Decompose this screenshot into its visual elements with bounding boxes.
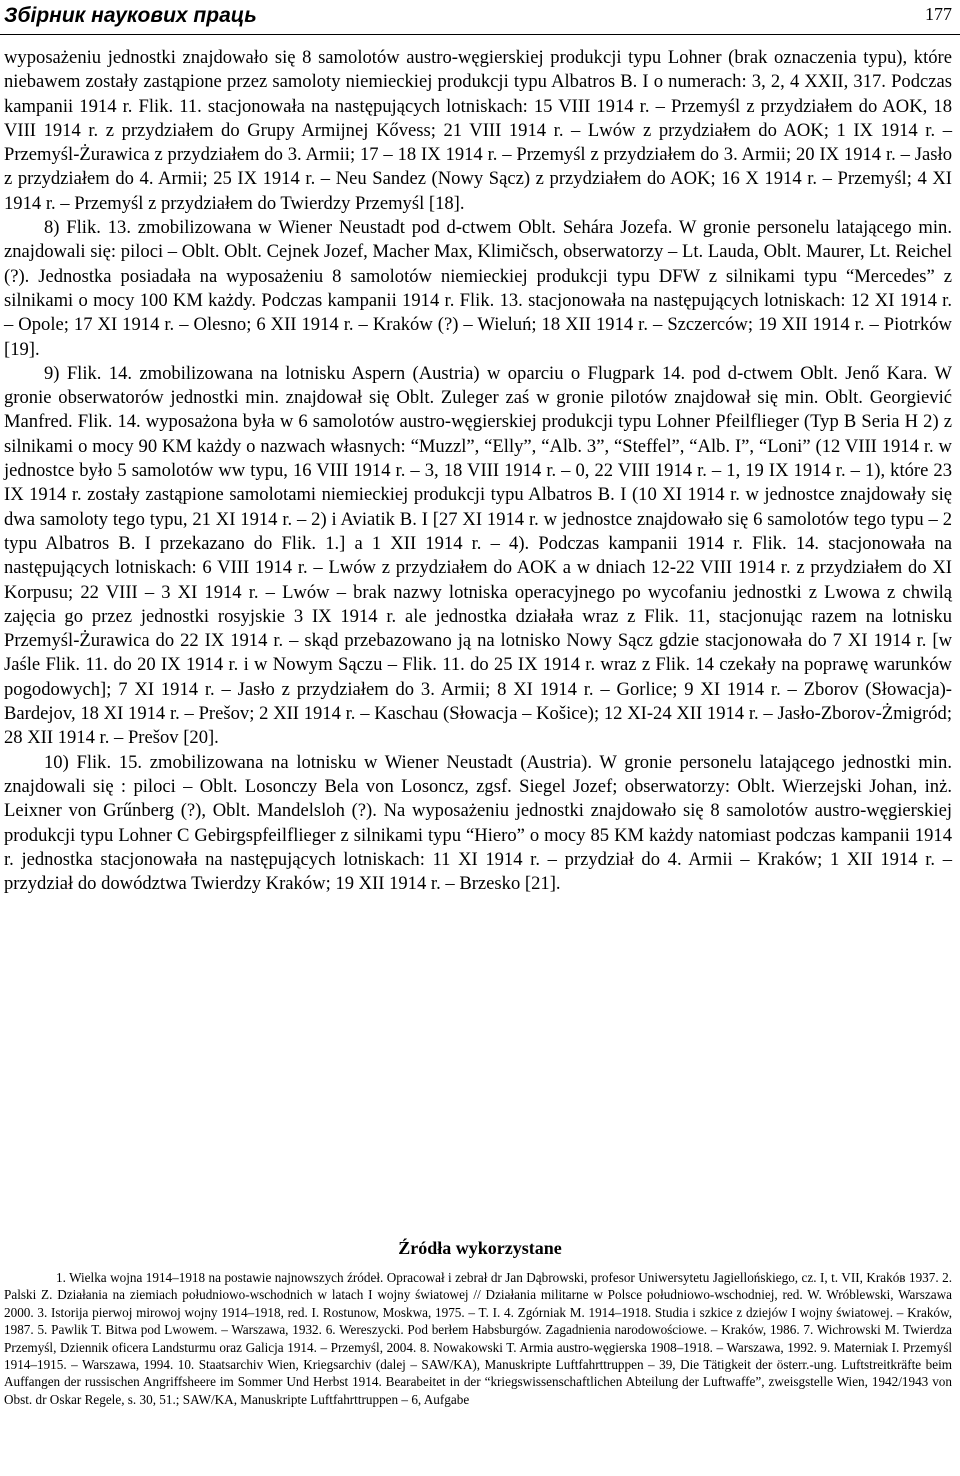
paragraph-continuation: wyposażeniu jednostki znajdowało się 8 samolotów austro-węgierskiej produkcji typu Lohner (brak oznaczenia typu), które niebawem zostały zastąpione przez samoloty niemieckiej produkcji typu Albatros B. I o numerach: 3, 2, 4 XXII, 317. Podczas kampanii 1914 r. Flik. 11. stacjonowała na następujących lotniskach: 15 VIII 1914 r. – Przemyśl z przydziałem do AOK, 18 VIII 1914 r. z przydziałem do Grupy Armijnej Kővess; 21 VIII 1914 r. – Lwów z przydziałem do AOK; 1 IX 1914 r. – Przemyśl-Żurawica z przydziałem do 3. Armii; 17 – 18 IX 1914 r. – Przemyśl z przydziałem do 3. Armii; 20 IX 1914 r. – Jasło z przydziałem do 4. Armii; 25 IX 1914 r. – Neu Sandez (Nowy Sącz) z przydziałem do AOK; 16 X 1914 r. – Przemyśl; 4 XI 1914 r. – Przemyśl z przydziałem do Twierdzy Przemyśl [18]. xyxy=(4,47,952,214)
journal-title: Збірник наукових праць xyxy=(4,4,257,27)
sources-heading: Źródła wykorzystane xyxy=(398,1238,562,1258)
body-text xyxy=(4,46,952,896)
sources-list xyxy=(4,1269,952,1408)
paragraph-flik-14: 9) Flik. 14. zmobilizowana na lotnisku Aspern (Austria) w oparciu o Flugpark 14. pod d-ctwem Oblt. Jenő Kara. W gronie obserwatorów jednostki min. znajdował się Oblt. Zuleger zaś w gronie pilotów znajdował się min. Oblt. Georgiević Manfred. Flik. 14. wyposażona była w 6 samolotów austro-węgierskiej produkcji typu Lohner Pfeilflieger (Typ B Seria H 2) z silnikami o mocy 90 KM każdy o nazwach własnych: “Muzzl”, “Elly”, “Alb. 3”, “Steffel”, “Alb. I”, “Loni” (12 VIII 1914 r. w jednostce było 5 samolotów ww typu, 16 VIII 1914 r. – 3, 18 VIII 1914 r. – 0, 22 VIII 1914 r. – 1, 19 IX 1914 r. – 1), które 23 IX 1914 r. zostały zastąpione samolotami niemieckiej produkcji typu Albatros B. I (10 XI 1914 r. w jednostce znajdowały się dwa samoloty tego typu, 21 XI 1914 r. – 2) i Aviatik B. I [27 XI 1914 r. w jednostce znajdowało się 6 samolotów tego typu – 2 typu Albatros B. I przekazano do Flik. 1.] a 1 XII 1914 r. – 4). Podczas kampanii 1914 r. Flik. 14. stacjonowała na następujących lotniskach: 6 VIII 1914 r. – Lwów z przydziałem do AOK a w dniach 12-22 VIII 1914 r. z przydziałem do XI Korpusu; 22 VIII – 3 XI 1914 r. – Lwów – brak nazwy lotniska operacyjnego po wycofaniu jednostki z Lwowa z chwilą zajęcia go przez jednostki rosyjskie 3 IX 1914 r. ale jednostka działała wraz z Flik. 11, stacjonując razem na lotnisku Przemyśl-Żurawica do 22 IX 1914 r. – skąd przebazowano ją na lotnisko Nowy Sącz gdzie stacjonowała do 7 XI 1914 r. [w Jaśle Flik. 11. do 20 IX 1914 r. i w Nowym Sączu – Flik. 11. do 25 IX 1914 r. wraz z Flik. 14 czekały na poprawę warunków pogodowych]; 7 XI 1914 r. – Jasło z przydziałem do 3. Armii; 8 XI 1914 r. – Gorlice; 9 XI 1914 r. – Zborov (Słowacja)-Bardejov, 18 XI 1914 r. – Prešov; 2 XII 1914 r. – Kaschau (Słowacja – Košice); 12 XI-24 XII 1914 r. – Jasło-Zborov-Żmigród; 28 XII 1914 r. – Prešov [20]. xyxy=(4,362,952,749)
sources-text: 1. Wielka wojna 1914–1918 na postawie najnowszych źródeł. Opracował i zebrał dr Jan Dąbrowski, profesor Uniwersytetu Jagiellońskiego, cz. I, t. VII, Krakóв 1937. 2. Palski Z. Działania na ziemiach południowo-wschodnich w latach I wojny światowej // Działania militarne w Polsce południowo-wschodniej, red. W. Wróblewski, Warszawa 2000. 3. Istorija pierwoj mirowoj wojny 1914–1918, red. I. Rostunow, Moskwa, 1975. – T. I. 4. Zgórniak M. 1914–1918. Studia i szkice z dziejów I wojny światowej. – Kraków, 1987. 5. Pawlik T. Bitwa pod Lwowem. – Warszawa, 1932. 6. Wereszycki. Pod berłem Habsburgów. Zagadnienia narodowościowe. – Kraków, 1986. 7. Wichrowski M. Twierdza Przemyśl, Dziennik oficera Landsturmu oraz Galicja 1914. – Przemyśl, 2004. 8. Nowakowski T. Armia austro-węgierska 1908–1918. – Warszawa, 1992. 9. Materniak I. Przemyśl 1914–1915. – Warszawa, 1994. 10. Staatsarchiv Wien, Kriegsarchiv (dalej – SAW/KA), Manuskripte Luftfahrttruppen – 39, Die Tätigkeit der österr.-ung. Luftstreitkräfte beim Auffangen der russischen Angriffsheere im Sommer Und Herbst 1914. Bearabeitet in der “kriegswissenschaftlichen Abteilung der Luftwaffe”, zweisgstelle Wien, 1942/1943 von Obst. dr Oskar Regele, s. 30, 51.; SAW/KA, Manuskripte Luftfahrttruppen – 6, Aufgabe xyxy=(4,1270,952,1407)
page-number: 177 xyxy=(925,4,952,24)
paragraph-flik-15: 10) Flik. 15. zmobilizowana na lotnisku w Wiener Neustadt (Austria). W gronie personelu latającego jednostki min. znajdowali się : piloci – Oblt. Losonczy Bela von Losoncz, zgsf. Siegel Jozef; obserwatorzy: Oblt. Wierzejski Johan, inż. Leixner von Grűnberg (?), Oblt. Mandelsloh (?). Na wyposażeniu jednostki znajdowało się 8 samolotów austro-węgierskiej produkcji typu Lohner C Gebirgspfeilflieger z silnikami typu “Hiero” o mocy 85 KM każdy natomiast podczas kampanii 1914 r. jednostka stacjonowała na następujących lotniskach: 11 XI 1914 r. – przydział do 4. Armii – Kraków; 1 XII 1914 r. – przydział do dowództwa Twierdzy Kraków; 19 XII 1914 r. – Brzesko [21]. xyxy=(4,751,952,895)
paragraph-flik-13: 8) Flik. 13. zmobilizowana w Wiener Neustadt pod d-ctwem Oblt. Sehára Jozefa. W gronie personelu latającego min. znajdowali się: piloci – Oblt. Oblt. Cejnek Jozef, Macher Max, Klimičsch, obserwatorzy – Lt. Lauda, Oblt. Maurer, Lt. Reichel (?). Jednostka posiadała na wyposażeniu 8 samolotów niemieckiej produkcji typu DFW z silnikami typu “Mercedes” z silnikami o mocy 100 KM każdy. Podczas kampanii 1914 r. Flik. 13. stacjonowała na następujących lotniskach: 12 XI 1914 r. – Opole; 17 XI 1914 r. – Olesno; 6 XII 1914 r. – Kraków (?) – Wieluń; 18 XII 1914 r. – Szczerców; 19 XII 1914 r. – Piotrków [19]. xyxy=(4,217,952,360)
page-header xyxy=(0,0,960,35)
